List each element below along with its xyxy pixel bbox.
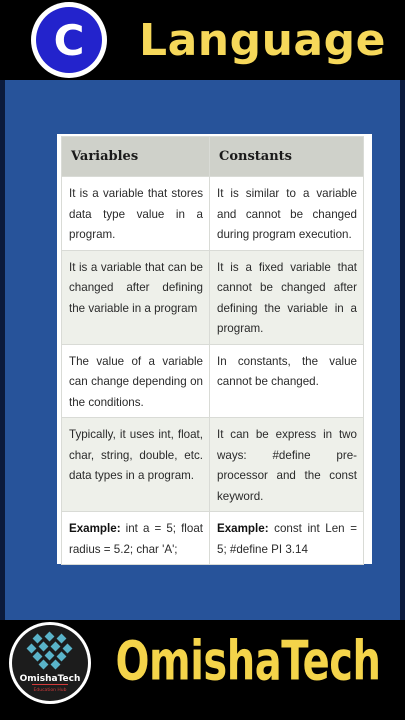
table-row	[62, 250, 364, 344]
brand-name: OmishaTech	[115, 630, 381, 694]
logo-brand-text: OmishaTech	[19, 674, 81, 684]
table-cell: It can be express in two ways: #define pre-processor and the const keyword.	[210, 418, 364, 512]
example-label: Example:	[217, 522, 269, 535]
c-language-logo-icon	[27, 0, 111, 80]
comparison-card	[57, 134, 372, 564]
table-row-example	[62, 512, 364, 565]
column-header-variables: Variables	[62, 137, 210, 177]
example-label: Example:	[69, 522, 121, 535]
table-cell: The value of a variable can change depending on the conditions.	[62, 344, 210, 418]
table-cell	[210, 512, 364, 565]
table-row	[62, 344, 364, 418]
example-text: int a = 5; float radius = 5.2; char 'A';	[69, 522, 203, 556]
table-cell: It is a variable that can be changed after defining the variable in a program	[62, 250, 210, 344]
page-title: Language	[139, 15, 386, 66]
table-cell	[62, 512, 210, 565]
column-header-constants: Constants	[210, 137, 364, 177]
table-cell: Typically, it uses int, float, char, string, double, etc. data types in a program.	[62, 418, 210, 512]
table-row	[62, 418, 364, 512]
panel-edge-left	[0, 80, 5, 620]
logo-subtext: Education Hub	[33, 688, 67, 693]
table-cell: It is a variable that stores data type value in a program.	[62, 177, 210, 251]
example-text: const int Len = 5; #define PI 3.14	[217, 522, 357, 556]
table-header-row	[62, 137, 364, 177]
table-row	[62, 177, 364, 251]
c-logo-letter: C	[53, 16, 85, 65]
table-cell: It is similar to a variable and cannot be changed during program execution.	[210, 177, 364, 251]
panel-edge-right	[400, 80, 405, 620]
comparison-table	[61, 136, 364, 565]
table-cell: In constants, the value cannot be changed.	[210, 344, 364, 418]
table-cell: It is a fixed variable that cannot be changed after defining the variable in a program.	[210, 250, 364, 344]
omishatech-logo-icon	[8, 621, 92, 705]
